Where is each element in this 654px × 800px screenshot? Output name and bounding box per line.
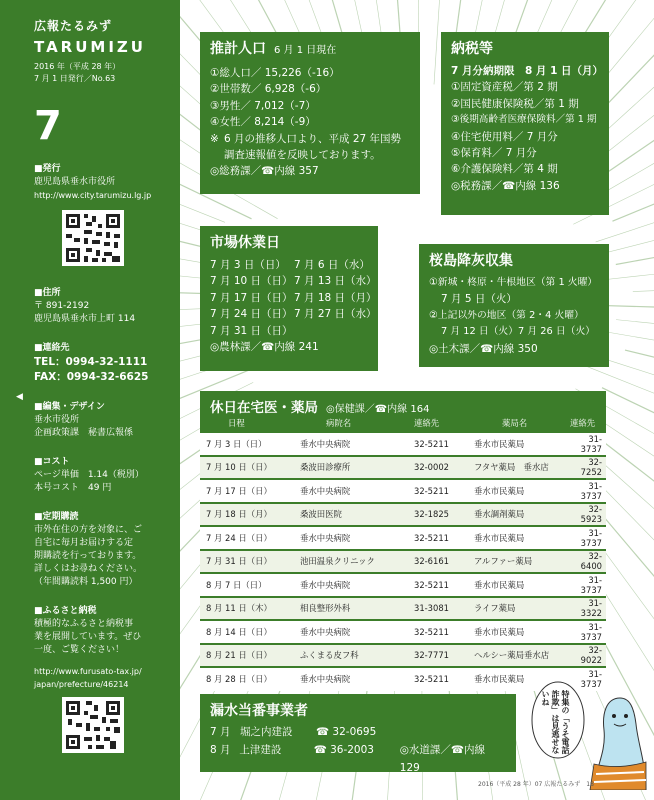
duty-table (200, 415, 606, 691)
issue-info (34, 61, 180, 85)
furusato-line-1: 積極的なふるさと納税事 (34, 619, 134, 629)
hospital-phone: 32-0002 (414, 456, 474, 480)
subscription-line-4: 詳しくはお尋ねください。 (34, 564, 143, 574)
publisher-heading: ■発行 (34, 164, 61, 174)
duty-date: 8 月 21 日（日） (200, 644, 296, 668)
fax-number: FAX：0994-32-6625 (34, 371, 149, 383)
water-month: 8 月 (210, 744, 231, 756)
cost-per-issue: 本号コスト 49 円 (34, 483, 112, 493)
tax-title: 納税等 (451, 41, 493, 57)
tax-contact: ◎税務課／☎内線 136 (451, 179, 560, 192)
issue-month: 7 (34, 103, 62, 149)
water-row (210, 723, 506, 741)
pharmacy-phone: 31-3737 (570, 573, 606, 597)
market-day: 7 月 3 日（日） (210, 259, 286, 271)
market-contact: ◎農林課／☎内線 241 (210, 341, 319, 354)
table-row (200, 479, 606, 503)
ash-title: 桜島降灰収集 (429, 253, 513, 269)
furusato-heading: ■ふるさと納税 (34, 606, 97, 616)
column-header: 連絡先 (414, 418, 440, 428)
furusato-line-2: 業を展開しています。ぜひ (34, 632, 142, 642)
background-ray (616, 320, 654, 390)
hospital-phone: 32-1825 (414, 503, 474, 527)
duty-date: 8 月 28 日（日） (200, 667, 296, 691)
table-row (200, 503, 606, 527)
population-note-line-2: 調査速報値を反映しております。 (224, 149, 381, 162)
hospital-phone: 32-5211 (414, 479, 474, 503)
pharmacy-name: 垂水市民薬局 (474, 479, 570, 503)
pharmacy-name: ヘルシー薬局垂水店 (474, 644, 570, 668)
postal-code: 〒 891-2192 (34, 301, 90, 311)
duty-date: 7 月 31 日（日） (200, 550, 296, 574)
column-header: 連絡先 (570, 418, 596, 428)
market-day: 7 月 31 日（日） (210, 324, 293, 337)
hospital-phone: 32-7771 (414, 644, 474, 668)
pharmacy-phone: 32-5923 (570, 503, 606, 527)
pharmacy-name: 垂水市民薬局 (474, 526, 570, 550)
ash-line-3: ②上記以外の地区（第 2・4 火曜） (429, 309, 584, 321)
pharmacy-phone: 31-3737 (570, 526, 606, 550)
pharmacy-name: 垂水市民薬局 (474, 620, 570, 644)
issue-number: 7 月 1 日発行／No.63 (34, 74, 116, 83)
background-ray (612, 0, 654, 221)
duty-date: 7 月 18 日（月） (200, 503, 296, 527)
hospital-name: 垂水中央病院 (296, 526, 414, 550)
note-mark: ※ (210, 132, 219, 145)
hospital-phone: 32-5211 (414, 526, 474, 550)
population-note-line-1: 6 月の推移人口より、平成 27 年国勢 (224, 132, 402, 145)
market-day: 7 月 18 日（月） (294, 291, 377, 304)
duty-date: 7 月 10 日（日） (200, 456, 296, 480)
pharmacy-name: 垂水市民薬局 (474, 667, 570, 691)
hospital-name: 池田温泉クリニック (296, 550, 414, 574)
hospital-name: 垂水中央病院 (296, 479, 414, 503)
population-title: 推計人口 (210, 41, 266, 57)
hospital-phone: 32-6161 (414, 550, 474, 574)
pharmacy-name: アルファー薬局 (474, 550, 570, 574)
editor-heading: ■編集・デザイン (34, 402, 105, 412)
ash-collection-box (419, 244, 609, 367)
population-male: ③男性／ 7,012（-7） (210, 99, 316, 112)
tax-item: ⑥介護保険料／第 4 期 (451, 163, 558, 176)
furusato-url-2[interactable]: japan/prefecture/46214 (34, 680, 129, 689)
market-holiday-box (200, 226, 378, 371)
tax-deadline: 7 月分納期限 8 月 1 日（月） (451, 65, 604, 77)
table-row (200, 597, 606, 621)
subscription-line-2: 自宅に毎月お届けする定 (34, 538, 134, 548)
population-total: ①総人口／ 15,226（-16） (210, 67, 340, 79)
water-company: 上津建設 (239, 744, 282, 756)
population-box (200, 32, 420, 194)
background-ray (625, 350, 654, 513)
pharmacy-phone: 31-3322 (570, 597, 606, 621)
water-tel: ☎ 32-0695 (316, 726, 377, 738)
column-header: 薬局名 (502, 418, 528, 428)
ash-contact: ◎土木課／☎内線 350 (429, 342, 538, 355)
column-header: 病院名 (326, 418, 352, 428)
duty-date: 7 月 17 日（日） (200, 479, 296, 503)
population-date: 6 月 1 日現在 (274, 45, 337, 56)
duty-heading (210, 396, 429, 416)
issue-year: 2016 年（平成 28 年） (34, 62, 121, 71)
furusato-qr-code-icon (62, 697, 124, 753)
duty-date: 8 月 7 日（日） (200, 573, 296, 597)
pharmacy-name: 垂水調剤薬局 (474, 503, 570, 527)
table-row (200, 432, 606, 456)
hospital-phone: 31-3081 (414, 597, 474, 621)
population-female: ④女性／ 8,214（-9） (210, 116, 316, 129)
cost-heading: ■コスト (34, 457, 70, 467)
editor-line-1: 垂水市役所 (34, 415, 80, 425)
page-footer: 2016（平成 28 年）07 広報たるみず 18 (478, 781, 594, 788)
market-day: 7 月 10 日（日） (210, 275, 293, 288)
market-day: 7 月 27 日（水） (294, 308, 377, 321)
tax-item: ②国民健康保険税／第 1 期 (451, 97, 579, 110)
pharmacy-phone: 31-3737 (570, 432, 606, 456)
pharmacy-phone: 32-6400 (570, 550, 606, 574)
population-contact: ◎総務課／☎内線 357 (210, 165, 319, 178)
duty-date: 8 月 11 日（木） (200, 597, 296, 621)
sidebar (0, 0, 180, 800)
pharmacy-phone: 31-3737 (570, 620, 606, 644)
background-ray (633, 264, 654, 291)
market-day: 7 月 13 日（水） (294, 275, 377, 288)
magazine-title: 広報たるみず (34, 19, 113, 33)
pharmacy-name: ライフ薬局 (474, 597, 570, 621)
tax-item: ⑤保育料／ 7 月分 (451, 147, 537, 160)
hospital-name: 垂水中央病院 (296, 620, 414, 644)
ash-line-2: 7 月 5 日（火） (441, 293, 517, 306)
mascot-speech-bubble: 特集の「うそ電話詐欺」は見逃せないね (541, 690, 570, 754)
table-row (200, 456, 606, 480)
pharmacy-name: 垂水市民薬局 (474, 432, 570, 456)
hospital-name: 垂水中央病院 (296, 573, 414, 597)
hospital-phone: 32-5211 (414, 620, 474, 644)
tax-item: ④住宅使用料／ 7 月分 (451, 130, 558, 143)
market-days (210, 257, 377, 339)
tax-item: ①固定資産税／第 2 期 (451, 81, 558, 94)
table-row (200, 644, 606, 668)
hospital-name: 桑波田医院 (296, 503, 414, 527)
water-tel: ☎ 36-2003 (313, 744, 374, 756)
water-contact: ◎水道課／☎内線 129 (399, 744, 486, 774)
market-title: 市場休業日 (210, 235, 280, 251)
hospital-phone: 32-5211 (414, 573, 474, 597)
duty-doctor-box (200, 391, 606, 690)
tax-box (441, 32, 609, 215)
duty-title: 休日在宅医・薬局 (210, 400, 318, 416)
hospital-phone: 32-5211 (414, 667, 474, 691)
tax-item: ③後期高齢者医療保険料／第 1 期 (451, 114, 597, 126)
pharmacy-phone: 32-7252 (570, 456, 606, 480)
hospital-phone: 32-5211 (414, 432, 474, 456)
hospital-name: ふくまる皮フ科 (296, 644, 414, 668)
pharmacy-phone: 31-3737 (570, 667, 606, 691)
magazine-title-roman: TARUMIZU (34, 38, 146, 56)
hospital-name: 垂水中央病院 (296, 432, 414, 456)
furusato-line-3: 一度、ご覧ください！ (34, 645, 125, 655)
table-row (200, 550, 606, 574)
duty-date: 7 月 3 日（日） (200, 432, 296, 456)
water-row (210, 741, 506, 777)
page-turn-arrow-icon[interactable]: ◀ (16, 392, 23, 402)
population-note (210, 131, 410, 164)
furusato-url-1[interactable]: http://www.furusato-tax.jp/ (34, 667, 142, 676)
hospital-name: 垂水中央病院 (296, 667, 414, 691)
address-heading: ■住所 (34, 288, 61, 298)
table-row (200, 573, 606, 597)
background-ray (616, 139, 654, 264)
address: 鹿児島県垂水市上町 114 (34, 314, 136, 324)
pharmacy-name: 垂水市民薬局 (474, 573, 570, 597)
pharmacy-name: フタヤ薬局 垂水店 (474, 456, 570, 480)
water-company: 堀之内建設 (240, 726, 293, 738)
city-qr-code-icon (62, 210, 124, 266)
duty-table-header (200, 415, 606, 432)
city-url[interactable]: http://www.city.tarumizu.lg.jp (34, 191, 152, 200)
contact-heading: ■連絡先 (34, 343, 70, 353)
table-row (200, 526, 606, 550)
ash-line-1: ①新城・柊原・牛根地区（第 1 火曜） (429, 277, 598, 288)
table-row (200, 620, 606, 644)
water-title: 漏水当番事業者 (210, 703, 308, 719)
water-month: 7 月 (210, 726, 231, 738)
telephone-number: TEL：0994-32-1111 (34, 356, 148, 368)
publisher: 鹿児島県垂水市役所 (34, 177, 116, 187)
pharmacy-phone: 32-9022 (570, 644, 606, 668)
duty-date: 7 月 24 日（日） (200, 526, 296, 550)
hospital-name: 桑波田診療所 (296, 456, 414, 480)
population-heading (210, 39, 410, 61)
pharmacy-phone: 31-3737 (570, 479, 606, 503)
cost-per-page: ページ単価 1.14（税別） (34, 470, 144, 480)
editor-line-2: 企画政策課 秘書広報係 (34, 428, 134, 438)
duty-contact: ◎保健課／☎内線 164 (326, 404, 430, 415)
market-day: 7 月 24 日（日） (210, 308, 293, 321)
subscription-line-1: 市外在住の方を対象に、ご (34, 525, 143, 535)
market-day: 7 月 6 日（水） (294, 259, 370, 271)
subscription-line-5: （年間購読料 1,500 円） (34, 577, 138, 587)
duty-date: 8 月 14 日（日） (200, 620, 296, 644)
column-header: 日程 (228, 418, 245, 428)
market-day: 7 月 17 日（日） (210, 291, 293, 304)
subscription-heading: ■定期購読 (34, 512, 79, 522)
subscription-line-3: 期購読を行っております。 (34, 551, 142, 561)
hospital-name: 相良整形外科 (296, 597, 414, 621)
water-leak-box (200, 694, 516, 772)
background-ray (602, 388, 654, 691)
ash-line-4: 7 月 12 日（火）7 月 26 日（火） (441, 326, 596, 338)
population-households: ②世帯数／ 6,928（-6） (210, 83, 327, 96)
